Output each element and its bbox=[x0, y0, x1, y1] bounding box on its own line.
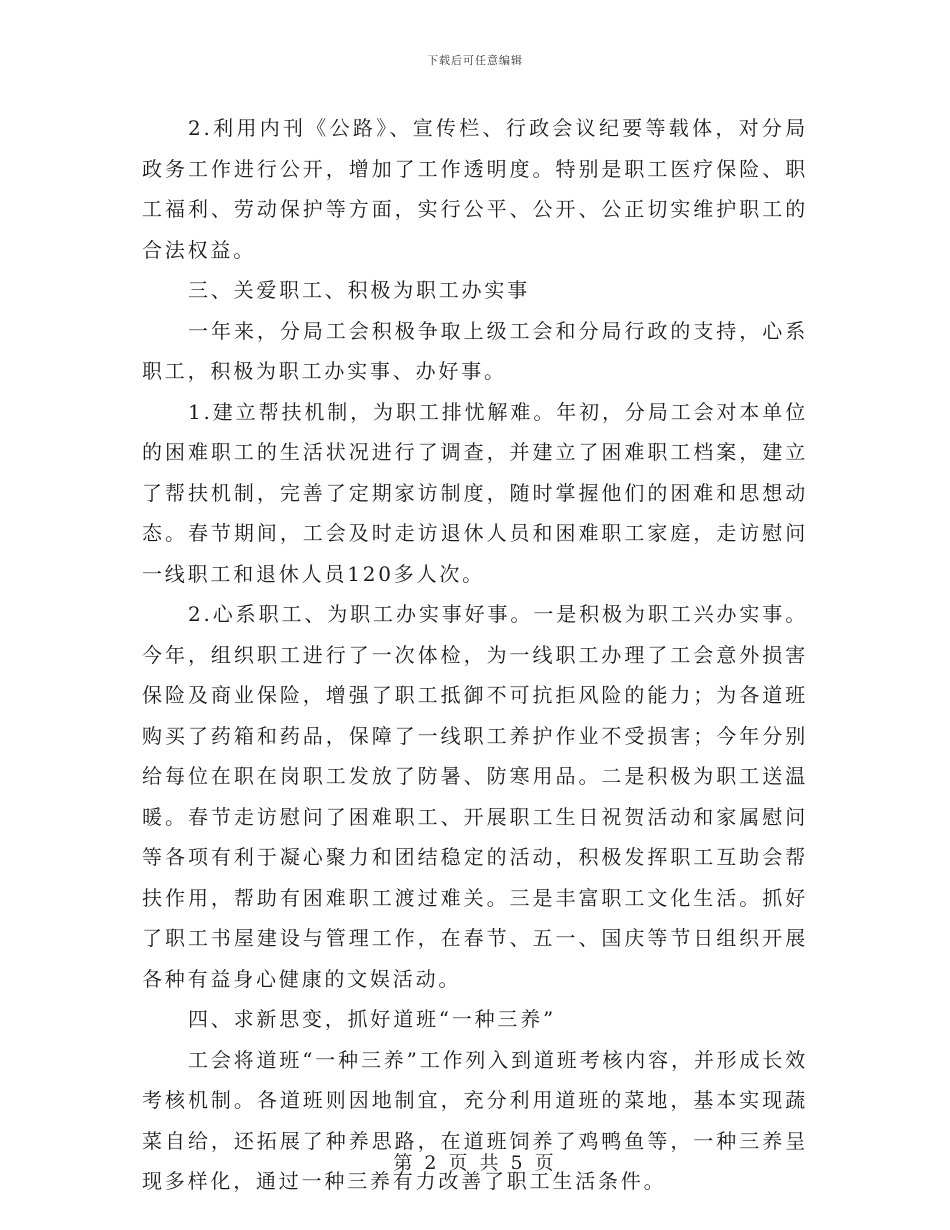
paragraph-practical-matters: 2.心系职工、为职工办实事好事。一是积极为职工兴办实事。今年，组织职工进行了一次体检，为一线职工办理了工会意外损害保险及商业保险，增强了职工抵御不可抗拒风险的能力；为各道班购买了药箱和药品，保障了一线职工养护作业不受损害；今年分别给每位在职在岗职工发放了防暑、防寒用品。二是积极为职工送温暖。春节走访慰问了困难职工、开展职工生日祝贺活动和家属慰问等各项有利于凝心聚力和团结稳定的活动，积极发挥职工互助会帮扶作用，帮助有困难职工渡过难关。三是丰富职工文化生活。抓好了职工书屋建设与管理工作，在春节、五一、国庆等节日组织开展各种有益身心健康的文娱活动。 bbox=[142, 602, 808, 991]
page-header: 下载后可任意编辑 bbox=[427, 54, 523, 67]
section-heading-innovation: 四、求新思变，抓好道班“一种三养” bbox=[188, 1007, 557, 1031]
section-heading-care: 三、关爱职工、积极为职工办实事 bbox=[188, 278, 530, 302]
paragraph-intro: 一年来，分局工会积极争取上级工会和分局行政的支持，心系职工，积极为职工办实事、办好事。 bbox=[142, 318, 808, 383]
page-number: 第 2 页 共 5 页 bbox=[393, 1152, 557, 1174]
paragraph-assistance: 1.建立帮扶机制，为职工排忧解难。年初，分局工会对本单位的困难职工的生活状况进行了调查，并建立了困难职工档案，建立了帮扶机制，完善了定期家访制度，随时掌握他们的困难和思想动态。春节期间，工会及时走访退休人员和困难职工家庭，走访慰问一线职工和退休人员120多人次。 bbox=[142, 399, 808, 586]
paragraph-one-plant-three-raise: 工会将道班“一种三养”工作列入到道班考核内容，并形成长效考核机制。各道班则因地制宜，充分利用道班的菜地，基本实现蔬菜自给，还拓展了种养思路，在道班饲养了鸡鸭鱼等，一种三养呈现多样化，通过一种三养有力改善了职工生活条件。 bbox=[142, 1047, 808, 1193]
document-body bbox=[142, 108, 808, 1202]
paragraph-disclosure: 2.利用内刊《公路》、宣传栏、行政会议纪要等载体，对分局政务工作进行公开，增加了工作透明度。特别是职工医疗保险、职工福利、劳动保护等方面，实行公平、公开、公正切实维护职工的合法权益。 bbox=[142, 116, 808, 262]
